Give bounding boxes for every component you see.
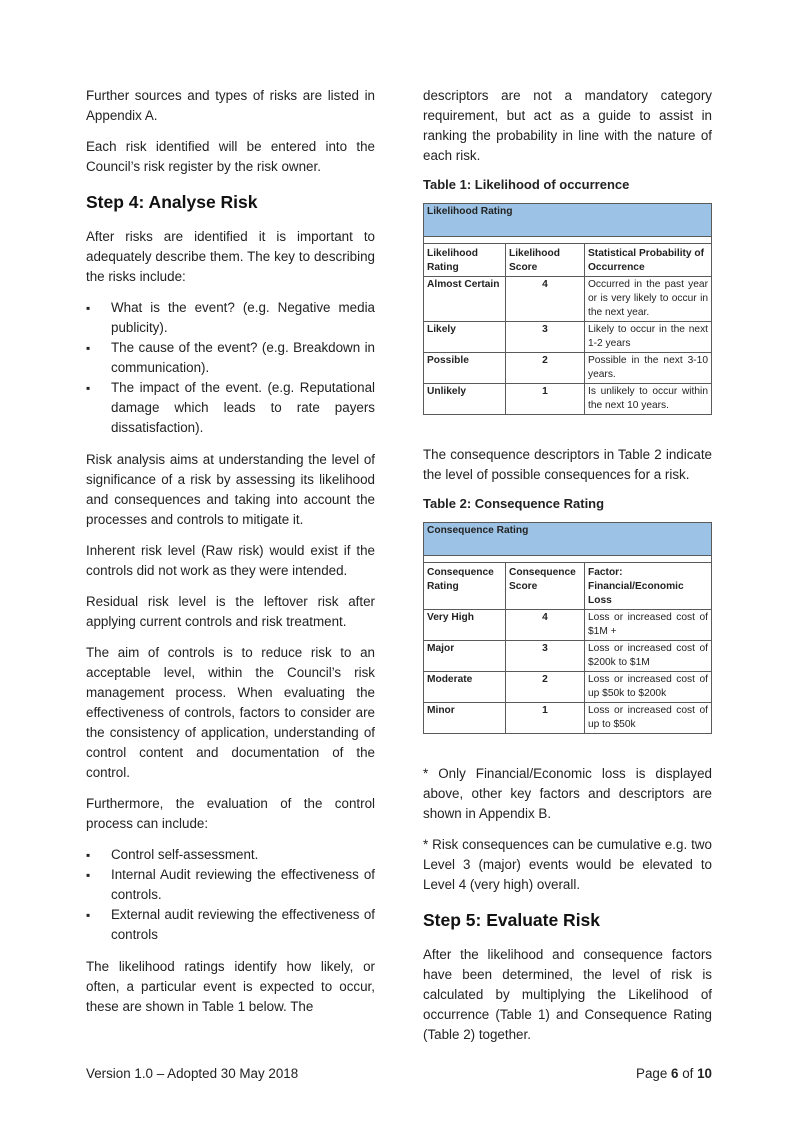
table-row xyxy=(424,703,712,734)
table-cell: 2 xyxy=(506,672,585,703)
paragraph-likelihood-ratings: The likelihood ratings identify how likely, or often, a particular event is expected to occur, these are shown in Table 1 below. The xyxy=(86,959,375,1014)
page-of: of xyxy=(678,1066,698,1081)
paragraph-risk-analysis: Risk analysis aims at understanding the level of significance of a risk by assessing its likelihood and consequences and taking into account the processes and controls to mitigate it. xyxy=(86,452,375,527)
table2-spacer xyxy=(424,556,712,563)
table-row xyxy=(424,322,712,353)
table-cell: 3 xyxy=(506,322,585,353)
paragraph-evaluation: Furthermore, the evaluation of the control process can include: xyxy=(86,796,375,831)
column-header: Consequence Rating xyxy=(424,563,506,610)
table-cell: Almost Certain xyxy=(424,277,506,322)
table-cell: 1 xyxy=(506,384,585,415)
table-cell: Loss or increased cost of $200k to $1M xyxy=(585,641,712,672)
table-cell: Possible in the next 3-10 years. xyxy=(585,353,712,384)
table-cell: 3 xyxy=(506,641,585,672)
column-header: Statistical Probability of Occurrence xyxy=(585,244,712,277)
paragraph-financial-note: * Only Financial/Economic loss is displayed above, other key factors and descriptors are shown in Appendix B. xyxy=(423,766,712,821)
page-total: 10 xyxy=(697,1066,712,1081)
evaluation-list xyxy=(86,845,375,945)
step4-heading: Step 4: Analyse Risk xyxy=(86,192,258,212)
paragraph-consequence-descriptors: The consequence descriptors in Table 2 indicate the level of possible consequences for a risk. xyxy=(423,447,712,482)
list-item: ▪ What is the event? (e.g. Negative media publicity). xyxy=(86,298,375,338)
table-cell: Very High xyxy=(424,610,506,641)
list-item: ▪ The impact of the event. (e.g. Reputational damage which leads to rate payers dissatisfaction). xyxy=(86,378,375,438)
table-row xyxy=(424,641,712,672)
paragraph-describe-risks: After risks are identified it is important to adequately describe them. The key to describing the risks include: xyxy=(86,229,375,284)
table-row xyxy=(424,353,712,384)
table-header-row xyxy=(424,244,712,277)
column-header: Consequence Score xyxy=(506,563,585,610)
page-current: 6 xyxy=(671,1066,679,1081)
paragraph-appendix-a: Further sources and types of risks are listed in Appendix A. xyxy=(86,88,375,123)
table-cell: 4 xyxy=(506,610,585,641)
paragraph-cumulative-note: * Risk consequences can be cumulative e.g. two Level 3 (major) events would be elevated to Level 4 (very high) overall. xyxy=(423,837,712,892)
describe-risk-list xyxy=(86,298,375,438)
column-header: Likelihood Score xyxy=(506,244,585,277)
list-item: ▪ Control self-assessment. xyxy=(86,845,375,865)
paragraph-descriptors: descriptors are not a mandatory category requirement, but act as a guide to assist in ranking the probability in line with the nature of each risk. xyxy=(423,88,712,163)
table-row xyxy=(424,672,712,703)
table1-caption: Table 1: Likelihood of occurrence xyxy=(423,177,630,192)
paragraph-evaluate-risk: After the likelihood and consequence factors have been determined, the level of risk is calculated by multiplying the Likelihood of occurrence (Table 1) and Consequence Rating (Table 2) together. xyxy=(423,947,712,1042)
list-item: ▪ The cause of the event? (e.g. Breakdown in communication). xyxy=(86,338,375,378)
table-cell: 1 xyxy=(506,703,585,734)
likelihood-table xyxy=(423,203,712,415)
page-footer xyxy=(86,1066,712,1081)
table-cell: Is unlikely to occur within the next 10 years. xyxy=(585,384,712,415)
table2-caption: Table 2: Consequence Rating xyxy=(423,496,605,511)
right-column xyxy=(423,86,712,1056)
paragraph-inherent-risk: Inherent risk level (Raw risk) would exist if the controls did not work as they were intended. xyxy=(86,543,375,578)
consequence-table xyxy=(423,522,712,734)
paragraph-residual-risk: Residual risk level is the leftover risk after applying current controls and risk treatment. xyxy=(86,594,375,629)
table-cell: Loss or increased cost of up $50k to $200k xyxy=(585,672,712,703)
table-cell: Likely xyxy=(424,322,506,353)
table-cell: Loss or increased cost of $1M + xyxy=(585,610,712,641)
page-prefix: Page xyxy=(636,1066,672,1081)
list-item: ▪ Internal Audit reviewing the effectiveness of controls. xyxy=(86,865,375,905)
table-cell: Unlikely xyxy=(424,384,506,415)
table-cell: Occurred in the past year or is very likely to occur in the next year. xyxy=(585,277,712,322)
table-cell: Likely to occur in the next 1-2 years xyxy=(585,322,712,353)
table1-spacer xyxy=(424,237,712,244)
table-cell: 4 xyxy=(506,277,585,322)
table-cell: Moderate xyxy=(424,672,506,703)
column-header: Factor: Financial/Economic Loss xyxy=(585,563,712,610)
table-cell: Major xyxy=(424,641,506,672)
table-row xyxy=(424,384,712,415)
column-header: Likelihood Rating xyxy=(424,244,506,277)
paragraph-controls: The aim of controls is to reduce risk to an acceptable level, within the Council’s risk management process. When evaluating the effectiveness of controls, factors to consider are the consistency of application, understanding of control content and documentation of the control. xyxy=(86,645,375,780)
version-text: Version 1.0 – Adopted 30 May 2018 xyxy=(86,1066,299,1081)
page-number xyxy=(636,1066,712,1081)
table-row xyxy=(424,610,712,641)
table-row xyxy=(424,277,712,322)
table1-header: Likelihood Rating xyxy=(424,204,712,237)
step5-heading: Step 5: Evaluate Risk xyxy=(423,910,601,930)
paragraph-risk-register: Each risk identified will be entered into the Council’s risk register by the risk owner. xyxy=(86,139,375,174)
table2-header: Consequence Rating xyxy=(424,523,712,556)
table-cell: Loss or increased cost of up to $50k xyxy=(585,703,712,734)
left-column xyxy=(86,86,375,1028)
table-cell: Possible xyxy=(424,353,506,384)
table-cell: 2 xyxy=(506,353,585,384)
list-item: ▪ External audit reviewing the effectiveness of controls xyxy=(86,905,375,945)
table-header-row xyxy=(424,563,712,610)
table-cell: Minor xyxy=(424,703,506,734)
